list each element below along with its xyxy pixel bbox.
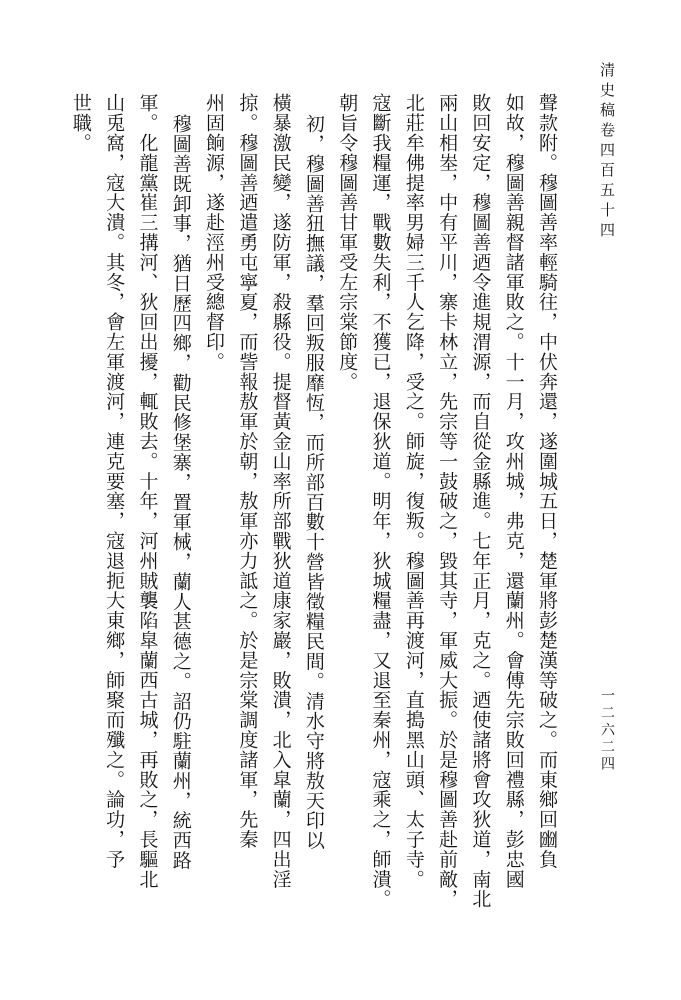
body-text (64, 93, 563, 929)
text-column: 穆圖善既卸事，猶日歷四鄉，勸民修堡寨，置軍械，蘭人甚德之。詔仍駐蘭州，統西路 (169, 114, 192, 871)
text-column: 聲款附。穆圖善率輕騎往，中伏奔還，遂圍城五日，楚軍將彭楚漢等破之。而東鄉回㟗負 (536, 93, 558, 870)
text-column: 兩山相峚，中有平川，寨卡林立，先宗等一鼓破之，毀其寺，軍威大振。於是穆圖善赴前敵， (436, 93, 459, 909)
text-column: 世職。 (69, 93, 92, 153)
text-column: 山兎窩，寇大潰。其冬，會左軍渡河，連克要塞，寇退扼大東鄉，師聚而殲之。論功，予 (103, 93, 126, 870)
text-column: 如故，穆圖善親督諸軍敗之。十一月，攻州城，弗克，還蘭州。會傅先宗敗回禮縣，彭忠國 (502, 93, 525, 889)
text-column: 朝旨令穆圖善甘軍受左宗棠節度。 (336, 93, 359, 392)
page-number: 一二六二四 (599, 688, 615, 773)
text-column: 敗回安定，穆圖善迺令進規渭源，而自從金縣進。七年正月，克之。迺使諸將會攻狄道，南北 (469, 93, 492, 909)
text-column: 州固餉源，遂赴涇州受總督印。 (203, 93, 226, 372)
text-column: 掠。穆圖善迺遣勇屯寧夏，而訾報敖軍於朝，敖軍亦力詆之。於是宗棠調度諸軍，先秦 (236, 93, 259, 850)
text-column: 初，穆圖善狃撫議，羣回叛服靡恆，而所部百數十營皆徵糧民間。清水守將敖天印以 (302, 114, 325, 851)
text-column: 軍。化龍黨崔三搆河、狄回出擾，輒敗去。十年，河州賊襲陷皐蘭西古城，再敗之，長驅北 (136, 93, 159, 889)
text-column: 北莊牟佛提率男婦三千人乞降，受之。師旋，復叛。穆圖善再渡河，直搗黑山頭、太子寺。 (402, 93, 425, 889)
text-column: 橫暴激民變，遂防軍，殺縣役。提督黃金山率所部戰狄道康家巖，敗潰，北入皐蘭，四出淫 (269, 93, 292, 889)
running-head: 清史稿卷四百五十四 (598, 62, 616, 242)
text-column: 寇斷我糧運，戰數失利，不獲已，退保狄道。明年，狄城糧盡，又退至秦州，寇乘之，師潰。 (369, 93, 392, 909)
